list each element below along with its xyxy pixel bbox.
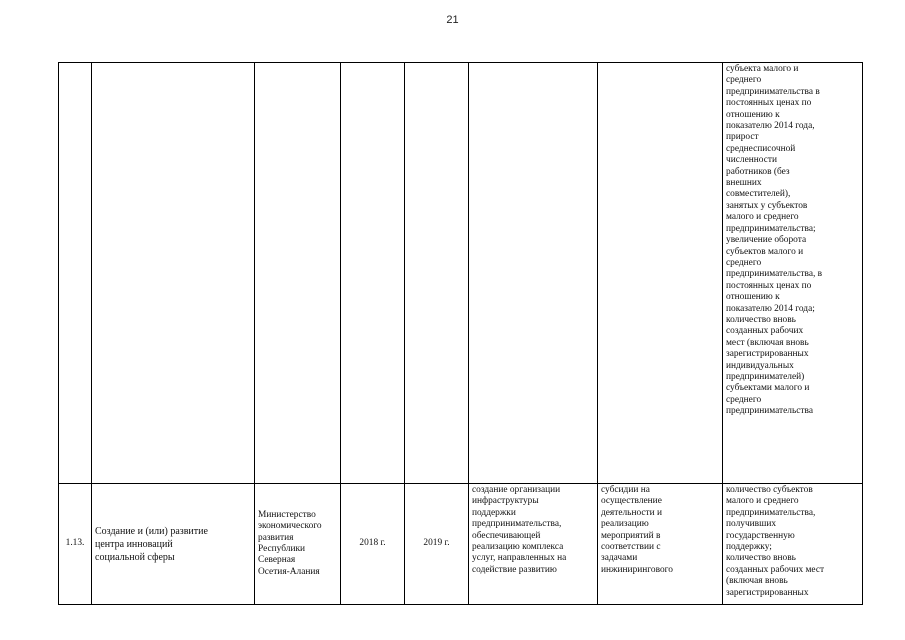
- cell-start-year: 2018 г.: [341, 484, 405, 605]
- text-line: субъектов малого и: [726, 246, 804, 257]
- text-line: предпринимательства в: [726, 86, 820, 97]
- text-line: предпринимательства,: [472, 519, 562, 530]
- text-line: субъектами малого и: [726, 383, 810, 394]
- text-line: индивидуальных: [726, 360, 794, 371]
- text-line: задачами: [601, 553, 638, 564]
- text-line: малого и среднего: [726, 496, 799, 507]
- text-line: центра инноваций: [95, 538, 173, 550]
- text-line: прирост: [726, 132, 759, 143]
- cell-end-empty: [405, 63, 469, 484]
- text-line: зарегистрированных: [726, 349, 809, 360]
- text-line: мероприятий в: [601, 530, 661, 541]
- table-row-1-13: [59, 484, 863, 605]
- page-number: 21: [446, 14, 459, 26]
- cell-expected-result: [469, 484, 598, 605]
- text-line: малого и среднего: [726, 212, 799, 223]
- text-line: развития: [258, 532, 294, 543]
- cell-start-empty: [341, 63, 405, 484]
- cell-number-empty: [59, 63, 92, 484]
- program-measures-table: [58, 62, 863, 605]
- text-line: отношению к: [726, 292, 780, 303]
- text-line: количество вновь: [726, 553, 796, 564]
- cell-name-empty: [92, 63, 255, 484]
- cell-executor-empty: [255, 63, 341, 484]
- text-line: создание организации: [472, 485, 561, 495]
- text-line: инжинирингового: [601, 564, 673, 575]
- text-line: занятых у субъектов: [726, 200, 808, 211]
- cell-result-empty: [469, 63, 598, 484]
- text-line: среднего: [726, 257, 762, 268]
- cell-end-year: 2019 г.: [405, 484, 469, 605]
- cell-indicators-continued: [723, 63, 863, 484]
- text-line: (включая вновь: [726, 576, 788, 587]
- text-line: осуществление: [601, 496, 662, 507]
- text-line: показателю 2014 года,: [726, 121, 815, 132]
- text-line: Северная: [258, 555, 296, 566]
- text-line: Осетия-Алания: [258, 566, 320, 577]
- text-line: внешних: [726, 178, 762, 189]
- text-line: реализацию комплекса: [472, 542, 564, 553]
- text-line: социальной сферы: [95, 551, 175, 563]
- cell-content: [598, 484, 723, 605]
- text-line: экономического: [258, 521, 322, 532]
- cell-indicators: [723, 484, 863, 605]
- text-line: услуг, направленных на: [472, 553, 567, 564]
- text-line: инфраструктуры: [472, 496, 539, 507]
- text-line: количество субъектов: [726, 485, 813, 495]
- cell-measure-name: [92, 484, 255, 605]
- text-line: реализацию: [601, 519, 649, 530]
- cell-content-empty: [598, 63, 723, 484]
- text-line: постоянных ценах по: [726, 280, 812, 291]
- text-line: Республики: [258, 544, 306, 554]
- text-line: получивших: [726, 519, 777, 530]
- table-row-continued: [59, 63, 863, 484]
- text-line: Создание и (или) развитие: [95, 525, 208, 537]
- text-line: Министерство: [258, 509, 316, 520]
- text-line: поддержку;: [726, 542, 772, 553]
- text-line: среднесписочной: [726, 143, 796, 154]
- text-line: работников (без: [726, 166, 790, 177]
- text-line: зарегистрированных: [726, 587, 809, 598]
- text-line: предпринимательства,: [726, 507, 816, 518]
- cell-executor: [255, 484, 341, 605]
- text-line: количество вновь: [726, 314, 796, 325]
- text-line: субъекта малого и: [726, 64, 799, 74]
- text-line: предпринимательства: [726, 406, 813, 417]
- text-line: деятельности и: [601, 507, 663, 518]
- text-line: среднего: [726, 75, 762, 86]
- text-line: постоянных ценах по: [726, 98, 812, 109]
- cell-number: 1.13.: [59, 484, 92, 605]
- text-line: содействие развитию: [472, 564, 557, 575]
- text-line: мест (включая вновь: [726, 337, 809, 348]
- text-line: государственную: [726, 530, 795, 541]
- text-line: предпринимательства;: [726, 223, 816, 234]
- text-line: совместителей),: [726, 189, 791, 200]
- text-line: предпринимательства, в: [726, 269, 823, 280]
- text-line: созданных рабочих: [726, 326, 804, 337]
- text-line: среднего: [726, 394, 762, 405]
- text-line: численности: [726, 155, 777, 166]
- text-line: отношению к: [726, 109, 780, 120]
- text-line: соответствии с: [601, 542, 661, 553]
- text-line: субсидии на: [601, 485, 650, 495]
- text-line: созданных рабочих мест: [726, 564, 825, 575]
- text-line: поддержки: [472, 507, 516, 518]
- text-line: обеспечивающей: [472, 530, 541, 541]
- text-line: показателю 2014 года;: [726, 303, 815, 314]
- text-line: предпринимателей): [726, 371, 805, 382]
- text-line: увеличение оборота: [726, 235, 807, 246]
